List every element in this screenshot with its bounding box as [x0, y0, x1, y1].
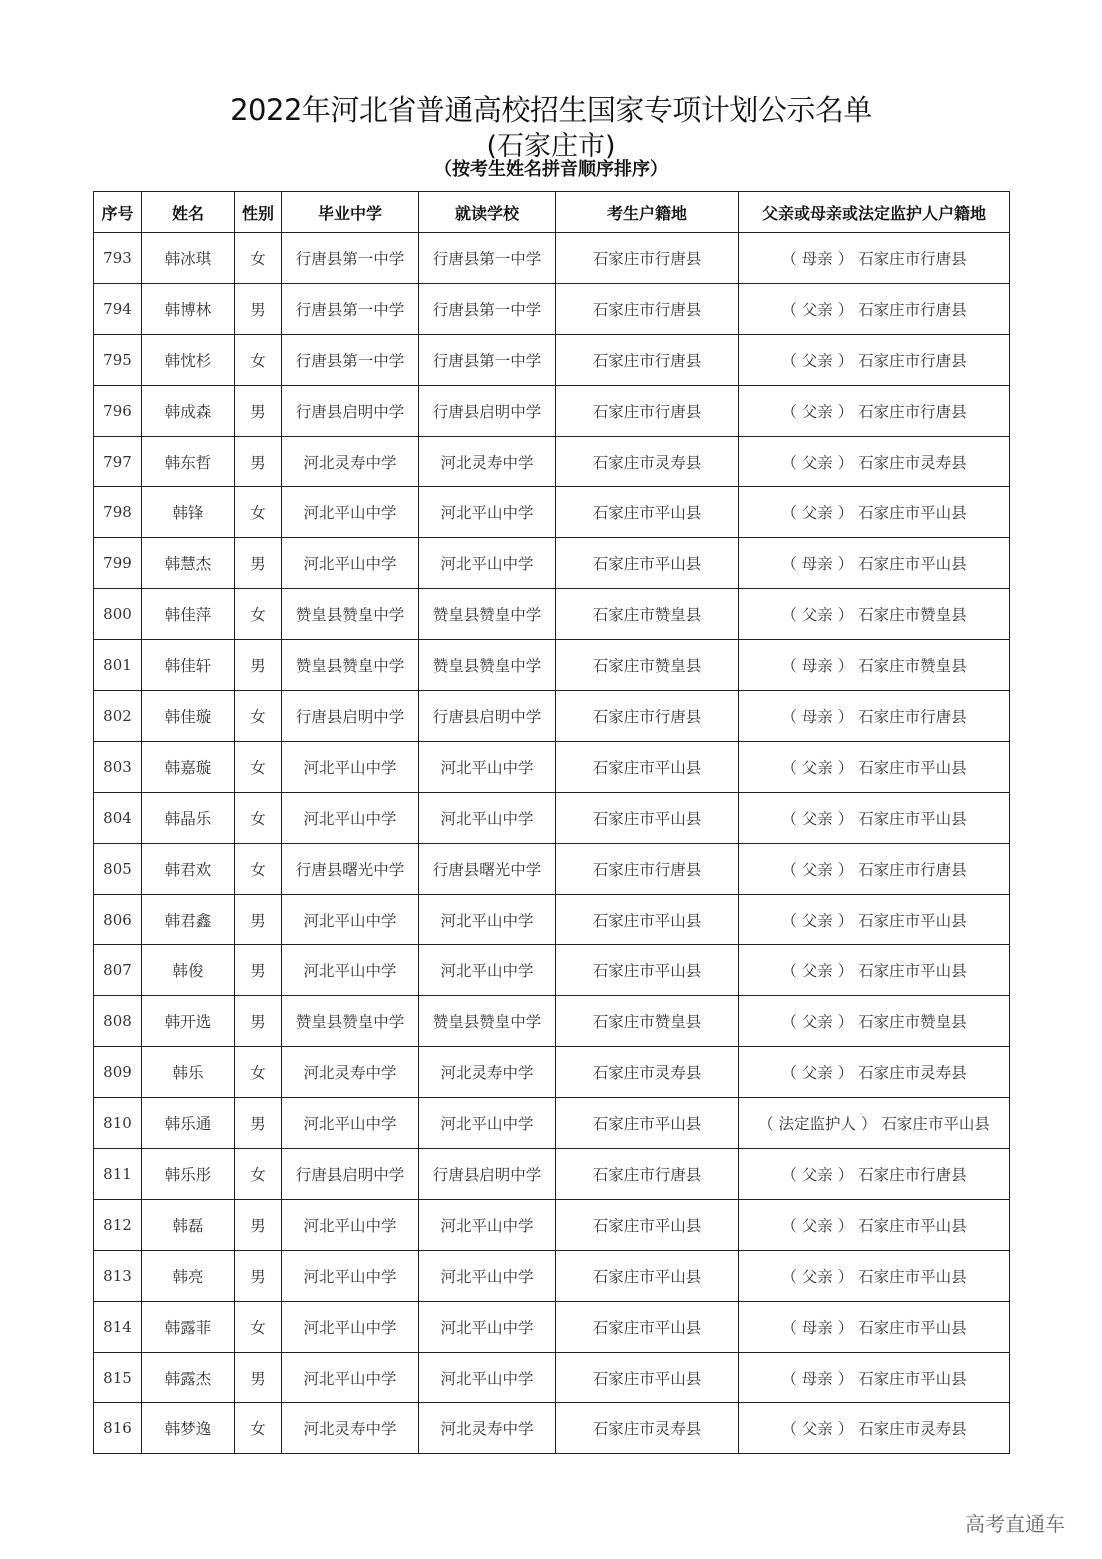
cell-gender: 男 [235, 996, 282, 1047]
cell-current-school: 行唐县曙光中学 [419, 843, 556, 894]
cell-guardian-registration: （ 母亲 ） 石家庄市平山县 [739, 1352, 1010, 1403]
cell-current-school: 行唐县第一中学 [419, 283, 556, 334]
header-name: 姓名 [142, 192, 235, 233]
cell-seq: 797 [94, 436, 142, 487]
table-row [94, 894, 1010, 945]
cell-seq: 804 [94, 792, 142, 843]
table-row [94, 283, 1010, 334]
sort-note: （按考生姓名拼音顺序排序） [434, 159, 668, 180]
cell-household-registration: 石家庄市赞皇县 [556, 996, 739, 1047]
cell-name: 韩乐 [142, 1047, 235, 1098]
cell-guardian-registration: （ 父亲 ） 石家庄市行唐县 [739, 283, 1010, 334]
cell-household-registration: 石家庄市赞皇县 [556, 589, 739, 640]
cell-household-registration: 石家庄市灵寿县 [556, 1047, 739, 1098]
cell-guardian-registration: （ 母亲 ） 石家庄市行唐县 [739, 233, 1010, 284]
cell-graduated-school: 行唐县启明中学 [282, 1149, 419, 1200]
cell-current-school: 行唐县启明中学 [419, 385, 556, 436]
cell-seq: 805 [94, 843, 142, 894]
cell-name: 韩露杰 [142, 1352, 235, 1403]
cell-graduated-school: 河北平山中学 [282, 487, 419, 538]
header-seq: 序号 [94, 192, 142, 233]
table-row [94, 843, 1010, 894]
cell-household-registration: 石家庄市平山县 [556, 741, 739, 792]
table-row [94, 1403, 1010, 1454]
table-row [94, 538, 1010, 589]
cell-gender: 男 [235, 1250, 282, 1301]
cell-gender: 女 [235, 233, 282, 284]
cell-guardian-registration: （ 父亲 ） 石家庄市灵寿县 [739, 436, 1010, 487]
cell-gender: 女 [235, 792, 282, 843]
cell-guardian-registration: （ 法定监护人 ） 石家庄市平山县 [739, 1098, 1010, 1149]
cell-household-registration: 石家庄市灵寿县 [556, 436, 739, 487]
cell-current-school: 赞皇县赞皇中学 [419, 589, 556, 640]
table-row [94, 334, 1010, 385]
header-current-school: 就读学校 [419, 192, 556, 233]
cell-current-school: 河北平山中学 [419, 741, 556, 792]
cell-guardian-registration: （ 父亲 ） 石家庄市灵寿县 [739, 1047, 1010, 1098]
cell-household-registration: 石家庄市平山县 [556, 894, 739, 945]
cell-gender: 男 [235, 283, 282, 334]
table-row [94, 1047, 1010, 1098]
table-row [94, 640, 1010, 691]
cell-guardian-registration: （ 父亲 ） 石家庄市平山县 [739, 487, 1010, 538]
cell-name: 韩博林 [142, 283, 235, 334]
cell-household-registration: 石家庄市平山县 [556, 487, 739, 538]
cell-name: 韩乐通 [142, 1098, 235, 1149]
cell-gender: 男 [235, 538, 282, 589]
cell-name: 韩锋 [142, 487, 235, 538]
document-title: 2022年河北省普通高校招生国家专项计划公示名单 [230, 93, 872, 127]
cell-gender: 男 [235, 1352, 282, 1403]
cell-graduated-school: 河北灵寿中学 [282, 1047, 419, 1098]
cell-name: 韩嘉璇 [142, 741, 235, 792]
cell-name: 韩成森 [142, 385, 235, 436]
cell-graduated-school: 赞皇县赞皇中学 [282, 589, 419, 640]
cell-graduated-school: 河北灵寿中学 [282, 436, 419, 487]
cell-graduated-school: 河北平山中学 [282, 1301, 419, 1352]
cell-household-registration: 石家庄市平山县 [556, 1098, 739, 1149]
cell-seq: 799 [94, 538, 142, 589]
cell-graduated-school: 赞皇县赞皇中学 [282, 640, 419, 691]
cell-graduated-school: 河北平山中学 [282, 945, 419, 996]
cell-graduated-school: 行唐县曙光中学 [282, 843, 419, 894]
cell-guardian-registration: （ 父亲 ） 石家庄市平山县 [739, 894, 1010, 945]
cell-gender: 女 [235, 334, 282, 385]
cell-guardian-registration: （ 父亲 ） 石家庄市平山县 [739, 792, 1010, 843]
cell-guardian-registration: （ 母亲 ） 石家庄市平山县 [739, 538, 1010, 589]
table-row [94, 1301, 1010, 1352]
table-row [94, 996, 1010, 1047]
cell-seq: 807 [94, 945, 142, 996]
cell-graduated-school: 河北平山中学 [282, 1199, 419, 1250]
cell-seq: 811 [94, 1149, 142, 1200]
cell-guardian-registration: （ 父亲 ） 石家庄市赞皇县 [739, 996, 1010, 1047]
cell-guardian-registration: （ 父亲 ） 石家庄市赞皇县 [739, 589, 1010, 640]
cell-gender: 女 [235, 1301, 282, 1352]
cell-graduated-school: 赞皇县赞皇中学 [282, 996, 419, 1047]
cell-current-school: 河北灵寿中学 [419, 1403, 556, 1454]
cell-graduated-school: 河北平山中学 [282, 538, 419, 589]
cell-guardian-registration: （ 母亲 ） 石家庄市赞皇县 [739, 640, 1010, 691]
cell-current-school: 河北灵寿中学 [419, 436, 556, 487]
cell-gender: 女 [235, 1403, 282, 1454]
cell-seq: 802 [94, 691, 142, 742]
cell-name: 韩开选 [142, 996, 235, 1047]
cell-household-registration: 石家庄市行唐县 [556, 843, 739, 894]
cell-name: 韩东哲 [142, 436, 235, 487]
table-body [94, 233, 1010, 1454]
cell-gender: 女 [235, 487, 282, 538]
cell-graduated-school: 行唐县启明中学 [282, 691, 419, 742]
cell-name: 韩忱杉 [142, 334, 235, 385]
cell-household-registration: 石家庄市行唐县 [556, 385, 739, 436]
cell-seq: 801 [94, 640, 142, 691]
cell-current-school: 赞皇县赞皇中学 [419, 996, 556, 1047]
cell-name: 韩乐彤 [142, 1149, 235, 1200]
cell-household-registration: 石家庄市平山县 [556, 1352, 739, 1403]
cell-seq: 795 [94, 334, 142, 385]
cell-seq: 815 [94, 1352, 142, 1403]
table-row [94, 589, 1010, 640]
cell-name: 韩亮 [142, 1250, 235, 1301]
cell-seq: 803 [94, 741, 142, 792]
cell-graduated-school: 河北平山中学 [282, 1098, 419, 1149]
cell-seq: 794 [94, 283, 142, 334]
cell-seq: 798 [94, 487, 142, 538]
cell-household-registration: 石家庄市平山县 [556, 1250, 739, 1301]
cell-household-registration: 石家庄市行唐县 [556, 691, 739, 742]
header-guardian-registration: 父亲或母亲或法定监护人户籍地 [739, 192, 1010, 233]
cell-current-school: 行唐县第一中学 [419, 334, 556, 385]
cell-seq: 809 [94, 1047, 142, 1098]
table-row [94, 691, 1010, 742]
cell-household-registration: 石家庄市赞皇县 [556, 640, 739, 691]
cell-household-registration: 石家庄市行唐县 [556, 334, 739, 385]
cell-graduated-school: 行唐县第一中学 [282, 283, 419, 334]
watermark: 高考直通车 [965, 1512, 1065, 1536]
cell-guardian-registration: （ 父亲 ） 石家庄市平山县 [739, 741, 1010, 792]
cell-current-school: 河北平山中学 [419, 894, 556, 945]
cell-name: 韩佳萍 [142, 589, 235, 640]
table-header-row [94, 192, 1010, 233]
cell-seq: 808 [94, 996, 142, 1047]
table-row [94, 1149, 1010, 1200]
cell-current-school: 河北平山中学 [419, 1199, 556, 1250]
cell-current-school: 行唐县启明中学 [419, 1149, 556, 1200]
table-row [94, 741, 1010, 792]
document-subtitle: (石家庄市) [486, 131, 616, 162]
cell-household-registration: 石家庄市行唐县 [556, 283, 739, 334]
cell-seq: 806 [94, 894, 142, 945]
cell-household-registration: 石家庄市平山县 [556, 1199, 739, 1250]
cell-name: 韩君鑫 [142, 894, 235, 945]
cell-seq: 814 [94, 1301, 142, 1352]
cell-seq: 800 [94, 589, 142, 640]
cell-household-registration: 石家庄市行唐县 [556, 233, 739, 284]
cell-name: 韩晶乐 [142, 792, 235, 843]
cell-guardian-registration: （ 母亲 ） 石家庄市平山县 [739, 1301, 1010, 1352]
cell-guardian-registration: （ 父亲 ） 石家庄市平山县 [739, 1250, 1010, 1301]
cell-name: 韩佳轩 [142, 640, 235, 691]
cell-current-school: 行唐县启明中学 [419, 691, 556, 742]
cell-gender: 女 [235, 1149, 282, 1200]
cell-gender: 女 [235, 741, 282, 792]
cell-current-school: 河北平山中学 [419, 487, 556, 538]
cell-household-registration: 石家庄市行唐县 [556, 1149, 739, 1200]
table-row [94, 487, 1010, 538]
table-row [94, 233, 1010, 284]
cell-name: 韩佳璇 [142, 691, 235, 742]
cell-gender: 男 [235, 436, 282, 487]
cell-gender: 男 [235, 640, 282, 691]
cell-graduated-school: 河北平山中学 [282, 741, 419, 792]
table-row [94, 792, 1010, 843]
table-row [94, 436, 1010, 487]
cell-seq: 812 [94, 1199, 142, 1250]
cell-current-school: 河北平山中学 [419, 1250, 556, 1301]
cell-guardian-registration: （ 父亲 ） 石家庄市行唐县 [739, 334, 1010, 385]
cell-household-registration: 石家庄市平山县 [556, 945, 739, 996]
cell-gender: 男 [235, 1199, 282, 1250]
cell-guardian-registration: （ 母亲 ） 石家庄市行唐县 [739, 691, 1010, 742]
cell-household-registration: 石家庄市灵寿县 [556, 1403, 739, 1454]
header-household-registration: 考生户籍地 [556, 192, 739, 233]
cell-gender: 男 [235, 1098, 282, 1149]
cell-guardian-registration: （ 父亲 ） 石家庄市行唐县 [739, 1149, 1010, 1200]
cell-gender: 女 [235, 691, 282, 742]
cell-graduated-school: 行唐县第一中学 [282, 334, 419, 385]
cell-gender: 女 [235, 589, 282, 640]
cell-graduated-school: 河北平山中学 [282, 1352, 419, 1403]
cell-current-school: 河北平山中学 [419, 1098, 556, 1149]
cell-name: 韩梦逸 [142, 1403, 235, 1454]
cell-name: 韩君欢 [142, 843, 235, 894]
cell-guardian-registration: （ 父亲 ） 石家庄市平山县 [739, 945, 1010, 996]
cell-current-school: 河北平山中学 [419, 1301, 556, 1352]
cell-name: 韩露菲 [142, 1301, 235, 1352]
cell-guardian-registration: （ 父亲 ） 石家庄市灵寿县 [739, 1403, 1010, 1454]
cell-graduated-school: 河北灵寿中学 [282, 1403, 419, 1454]
cell-household-registration: 石家庄市平山县 [556, 1301, 739, 1352]
cell-graduated-school: 行唐县第一中学 [282, 233, 419, 284]
cell-current-school: 河北平山中学 [419, 538, 556, 589]
table-row [94, 1352, 1010, 1403]
cell-gender: 女 [235, 1047, 282, 1098]
cell-graduated-school: 河北平山中学 [282, 1250, 419, 1301]
cell-gender: 男 [235, 894, 282, 945]
cell-seq: 793 [94, 233, 142, 284]
table-row [94, 945, 1010, 996]
cell-seq: 816 [94, 1403, 142, 1454]
cell-current-school: 行唐县第一中学 [419, 233, 556, 284]
header-graduated-school: 毕业中学 [282, 192, 419, 233]
cell-current-school: 河北灵寿中学 [419, 1047, 556, 1098]
cell-current-school: 河北平山中学 [419, 945, 556, 996]
cell-current-school: 河北平山中学 [419, 792, 556, 843]
cell-name: 韩磊 [142, 1199, 235, 1250]
cell-guardian-registration: （ 父亲 ） 石家庄市行唐县 [739, 843, 1010, 894]
cell-graduated-school: 河北平山中学 [282, 894, 419, 945]
cell-current-school: 赞皇县赞皇中学 [419, 640, 556, 691]
cell-gender: 女 [235, 843, 282, 894]
cell-name: 韩俊 [142, 945, 235, 996]
cell-gender: 男 [235, 945, 282, 996]
cell-current-school: 河北平山中学 [419, 1352, 556, 1403]
cell-guardian-registration: （ 父亲 ） 石家庄市平山县 [739, 1199, 1010, 1250]
cell-seq: 810 [94, 1098, 142, 1149]
cell-name: 韩慧杰 [142, 538, 235, 589]
cell-seq: 813 [94, 1250, 142, 1301]
cell-guardian-registration: （ 父亲 ） 石家庄市行唐县 [739, 385, 1010, 436]
cell-gender: 男 [235, 385, 282, 436]
roster-table [93, 191, 1010, 1454]
table-row [94, 385, 1010, 436]
header-gender: 性别 [235, 192, 282, 233]
table-row [94, 1250, 1010, 1301]
cell-graduated-school: 河北平山中学 [282, 792, 419, 843]
cell-household-registration: 石家庄市平山县 [556, 538, 739, 589]
cell-seq: 796 [94, 385, 142, 436]
table-row [94, 1098, 1010, 1149]
table-row [94, 1199, 1010, 1250]
cell-graduated-school: 行唐县启明中学 [282, 385, 419, 436]
cell-household-registration: 石家庄市平山县 [556, 792, 739, 843]
cell-name: 韩冰琪 [142, 233, 235, 284]
